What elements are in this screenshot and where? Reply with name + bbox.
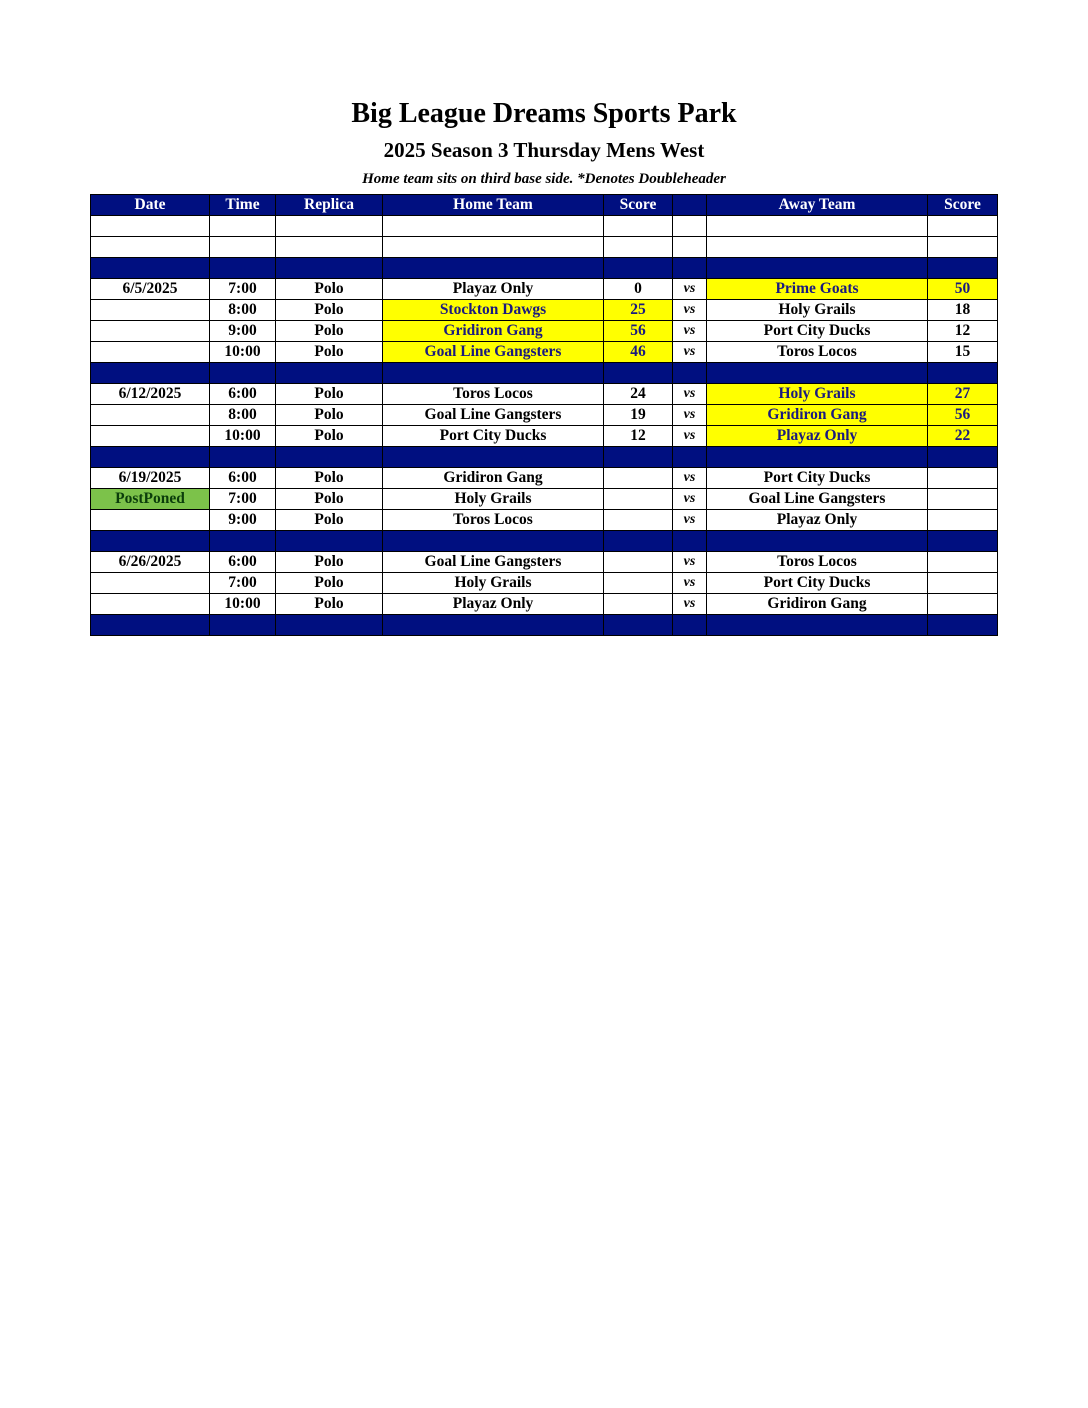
date-cell: PostPoned xyxy=(91,489,210,510)
replica-cell: Polo xyxy=(276,468,383,489)
table-row xyxy=(91,489,998,510)
home-score-cell xyxy=(604,552,673,573)
table-row xyxy=(91,552,998,573)
separator-cell xyxy=(604,363,673,384)
separator-cell xyxy=(383,531,604,552)
vs-cell: vs xyxy=(673,279,707,300)
away-score-cell: 12 xyxy=(928,321,998,342)
separator-cell xyxy=(928,615,998,636)
home-score-cell xyxy=(604,573,673,594)
empty-cell xyxy=(383,237,604,258)
time-cell: 10:00 xyxy=(210,342,276,363)
empty-cell xyxy=(210,216,276,237)
empty-cell xyxy=(928,237,998,258)
empty-cell xyxy=(604,237,673,258)
separator-cell xyxy=(276,615,383,636)
column-header-replica: Replica xyxy=(276,195,383,216)
home-score-cell xyxy=(604,489,673,510)
replica-cell: Polo xyxy=(276,594,383,615)
blank-row xyxy=(91,237,998,258)
empty-cell xyxy=(210,237,276,258)
replica-cell: Polo xyxy=(276,300,383,321)
away-score-cell: 50 xyxy=(928,279,998,300)
replica-cell: Polo xyxy=(276,321,383,342)
empty-cell xyxy=(673,216,707,237)
date-cell xyxy=(91,300,210,321)
replica-cell: Polo xyxy=(276,426,383,447)
away-team-cell: Holy Grails xyxy=(707,384,928,405)
separator-cell xyxy=(928,258,998,279)
table-row xyxy=(91,321,998,342)
empty-cell xyxy=(276,216,383,237)
time-cell: 8:00 xyxy=(210,300,276,321)
away-score-cell: 56 xyxy=(928,405,998,426)
time-cell: 9:00 xyxy=(210,321,276,342)
home-team-cell: Goal Line Gangsters xyxy=(383,342,604,363)
week-separator-row xyxy=(91,531,998,552)
separator-cell xyxy=(673,363,707,384)
separator-cell xyxy=(383,615,604,636)
home-score-cell: 12 xyxy=(604,426,673,447)
away-team-cell: Playaz Only xyxy=(707,426,928,447)
home-team-cell: Holy Grails xyxy=(383,489,604,510)
home-team-cell: Port City Ducks xyxy=(383,426,604,447)
away-score-cell: 18 xyxy=(928,300,998,321)
column-header-away-team: Away Team xyxy=(707,195,928,216)
separator-cell xyxy=(210,258,276,279)
away-score-cell: 15 xyxy=(928,342,998,363)
separator-cell xyxy=(276,531,383,552)
home-score-cell xyxy=(604,468,673,489)
away-team-cell: Goal Line Gangsters xyxy=(707,489,928,510)
vs-cell: vs xyxy=(673,384,707,405)
separator-cell xyxy=(604,447,673,468)
home-score-cell: 46 xyxy=(604,342,673,363)
column-header-away-score: Score xyxy=(928,195,998,216)
date-cell xyxy=(91,405,210,426)
separator-cell xyxy=(91,258,210,279)
separator-cell xyxy=(604,258,673,279)
separator-cell xyxy=(928,531,998,552)
away-team-cell: Prime Goats xyxy=(707,279,928,300)
separator-cell xyxy=(707,258,928,279)
time-cell: 8:00 xyxy=(210,405,276,426)
empty-cell xyxy=(91,237,210,258)
empty-cell xyxy=(707,216,928,237)
separator-cell xyxy=(383,363,604,384)
replica-cell: Polo xyxy=(276,489,383,510)
separator-cell xyxy=(91,531,210,552)
home-team-cell: Goal Line Gangsters xyxy=(383,405,604,426)
away-team-cell: Gridiron Gang xyxy=(707,405,928,426)
home-score-cell: 0 xyxy=(604,279,673,300)
empty-cell xyxy=(928,216,998,237)
separator-cell xyxy=(673,615,707,636)
time-cell: 6:00 xyxy=(210,384,276,405)
column-header-home-team: Home Team xyxy=(383,195,604,216)
table-row xyxy=(91,573,998,594)
page-subtitle: 2025 Season 3 Thursday Mens West xyxy=(383,138,705,162)
replica-cell: Polo xyxy=(276,510,383,531)
separator-cell xyxy=(276,363,383,384)
home-team-cell: Gridiron Gang xyxy=(383,468,604,489)
table-row xyxy=(91,468,998,489)
separator-cell xyxy=(707,615,928,636)
date-cell: 6/19/2025 xyxy=(91,468,210,489)
date-cell xyxy=(91,426,210,447)
separator-cell xyxy=(673,447,707,468)
table-header-row xyxy=(91,195,998,216)
separator-cell xyxy=(673,531,707,552)
vs-cell: vs xyxy=(673,300,707,321)
away-team-cell: Port City Ducks xyxy=(707,468,928,489)
time-cell: 10:00 xyxy=(210,594,276,615)
home-team-cell: Playaz Only xyxy=(383,594,604,615)
home-score-cell: 56 xyxy=(604,321,673,342)
replica-cell: Polo xyxy=(276,552,383,573)
page-title: Big League Dreams Sports Park xyxy=(351,98,737,129)
separator-cell xyxy=(928,363,998,384)
time-cell: 6:00 xyxy=(210,468,276,489)
away-score-cell xyxy=(928,573,998,594)
home-score-cell xyxy=(604,594,673,615)
vs-cell: vs xyxy=(673,489,707,510)
separator-cell xyxy=(707,363,928,384)
empty-cell xyxy=(383,216,604,237)
week-separator-row xyxy=(91,363,998,384)
home-score-cell xyxy=(604,510,673,531)
away-team-cell: Port City Ducks xyxy=(707,573,928,594)
date-cell xyxy=(91,573,210,594)
time-cell: 6:00 xyxy=(210,552,276,573)
blank-row xyxy=(91,216,998,237)
replica-cell: Polo xyxy=(276,573,383,594)
away-team-cell: Toros Locos xyxy=(707,342,928,363)
empty-cell xyxy=(604,216,673,237)
vs-cell: vs xyxy=(673,342,707,363)
home-team-cell: Stockton Dawgs xyxy=(383,300,604,321)
away-team-cell: Port City Ducks xyxy=(707,321,928,342)
separator-cell xyxy=(276,447,383,468)
away-team-cell: Toros Locos xyxy=(707,552,928,573)
separator-cell xyxy=(673,258,707,279)
week-separator-row xyxy=(91,447,998,468)
separator-cell xyxy=(91,615,210,636)
date-cell xyxy=(91,510,210,531)
separator-cell xyxy=(383,258,604,279)
week-separator-row xyxy=(91,258,998,279)
schedule-note: Home team sits on third base side. *Denotes Doubleheader xyxy=(362,171,726,187)
separator-cell xyxy=(210,531,276,552)
vs-cell: vs xyxy=(673,594,707,615)
table-row xyxy=(91,300,998,321)
empty-cell xyxy=(673,237,707,258)
vs-cell: vs xyxy=(673,510,707,531)
date-cell xyxy=(91,321,210,342)
separator-cell xyxy=(276,258,383,279)
empty-cell xyxy=(276,237,383,258)
home-score-cell: 24 xyxy=(604,384,673,405)
vs-cell: vs xyxy=(673,405,707,426)
separator-cell xyxy=(210,447,276,468)
table-row xyxy=(91,426,998,447)
separator-cell xyxy=(604,531,673,552)
time-cell: 7:00 xyxy=(210,489,276,510)
date-cell: 6/26/2025 xyxy=(91,552,210,573)
date-cell xyxy=(91,342,210,363)
column-header-time: Time xyxy=(210,195,276,216)
separator-cell xyxy=(91,363,210,384)
empty-cell xyxy=(707,237,928,258)
empty-cell xyxy=(91,216,210,237)
schedule-table xyxy=(90,194,998,636)
away-score-cell xyxy=(928,468,998,489)
away-score-cell xyxy=(928,489,998,510)
table-row xyxy=(91,279,998,300)
replica-cell: Polo xyxy=(276,384,383,405)
replica-cell: Polo xyxy=(276,279,383,300)
home-team-cell: Playaz Only xyxy=(383,279,604,300)
time-cell: 9:00 xyxy=(210,510,276,531)
table-row xyxy=(91,510,998,531)
column-header-vs xyxy=(673,195,707,216)
replica-cell: Polo xyxy=(276,405,383,426)
separator-cell xyxy=(928,447,998,468)
away-team-cell: Gridiron Gang xyxy=(707,594,928,615)
separator-cell xyxy=(91,447,210,468)
schedule-body xyxy=(91,216,998,636)
vs-cell: vs xyxy=(673,468,707,489)
separator-cell xyxy=(604,615,673,636)
away-score-cell: 27 xyxy=(928,384,998,405)
date-cell: 6/12/2025 xyxy=(91,384,210,405)
week-separator-row xyxy=(91,615,998,636)
replica-cell: Polo xyxy=(276,342,383,363)
table-row xyxy=(91,405,998,426)
time-cell: 7:00 xyxy=(210,573,276,594)
home-team-cell: Toros Locos xyxy=(383,384,604,405)
vs-cell: vs xyxy=(673,426,707,447)
home-score-cell: 25 xyxy=(604,300,673,321)
column-header-home-score: Score xyxy=(604,195,673,216)
separator-cell xyxy=(707,447,928,468)
date-cell: 6/5/2025 xyxy=(91,279,210,300)
time-cell: 10:00 xyxy=(210,426,276,447)
home-team-cell: Toros Locos xyxy=(383,510,604,531)
time-cell: 7:00 xyxy=(210,279,276,300)
home-team-cell: Goal Line Gangsters xyxy=(383,552,604,573)
table-row xyxy=(91,384,998,405)
vs-cell: vs xyxy=(673,552,707,573)
home-score-cell: 19 xyxy=(604,405,673,426)
table-row xyxy=(91,342,998,363)
away-team-cell: Playaz Only xyxy=(707,510,928,531)
vs-cell: vs xyxy=(673,573,707,594)
separator-cell xyxy=(707,531,928,552)
vs-cell: vs xyxy=(673,321,707,342)
away-score-cell xyxy=(928,594,998,615)
column-header-date: Date xyxy=(91,195,210,216)
home-team-cell: Holy Grails xyxy=(383,573,604,594)
separator-cell xyxy=(383,447,604,468)
away-team-cell: Holy Grails xyxy=(707,300,928,321)
away-score-cell xyxy=(928,552,998,573)
home-team-cell: Gridiron Gang xyxy=(383,321,604,342)
date-cell xyxy=(91,594,210,615)
away-score-cell xyxy=(928,510,998,531)
separator-cell xyxy=(210,363,276,384)
away-score-cell: 22 xyxy=(928,426,998,447)
table-row xyxy=(91,594,998,615)
separator-cell xyxy=(210,615,276,636)
